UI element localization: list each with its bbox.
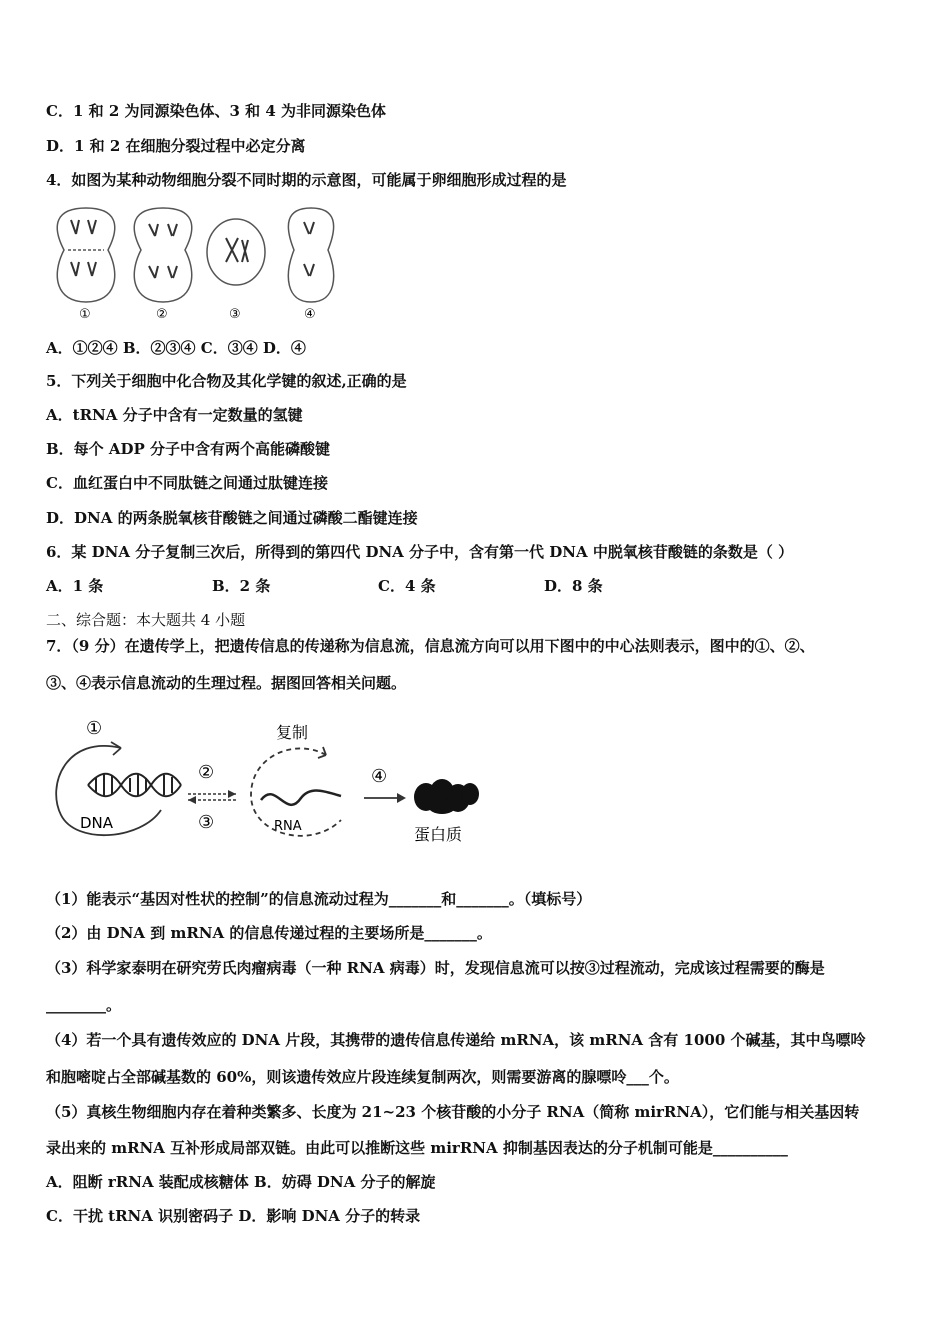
- q4-options: A．①②④ B．②③④ C．③④ D．④: [46, 339, 306, 357]
- diagram-num-2: ②: [198, 762, 215, 783]
- q5-option-b: B．每个 ADP 分子中含有两个高能磷酸键: [46, 440, 331, 458]
- q6-option-a: A．1 条: [46, 577, 104, 595]
- figure-label-1: ①: [79, 307, 91, 322]
- protein-label: 蛋白质: [414, 825, 463, 844]
- q7-part5-line2: 录出来的 mRNA 互补形成局部双链。由此可以推断这些 mirRNA 抑制基因表达的分子机制可能是__________: [46, 1139, 788, 1157]
- q7-options-cd: C．干扰 tRNA 识别密码子 D．影响 DNA 分子的转录: [46, 1207, 421, 1225]
- q6-options: [46, 576, 603, 596]
- q7-options-ab: A．阻断 rRNA 装配成核糖体 B．妨碍 DNA 分子的解旋: [46, 1173, 436, 1191]
- rna-strand-icon: [261, 790, 341, 804]
- q6-option-b: B．2 条: [212, 577, 271, 595]
- q7-part1: （1）能表示“基因对性状的控制”的信息流动过程为_______和_______。（填标号）: [46, 890, 592, 908]
- q3-option-c: C．1 和 2 为同源染色体、3 和 4 为非同源染色体: [46, 102, 387, 120]
- central-dogma-diagram: [46, 710, 496, 855]
- q3-option-d: D．1 和 2 在细胞分裂过程中必定分离: [46, 137, 306, 155]
- figure-label-4: ④: [304, 307, 316, 322]
- protein-icon: [414, 779, 479, 814]
- q7-part3-line1: （3）科学家泰明在研究劳氏肉瘤病毒（一种 RNA 病毒）时，发现信息流可以按③过程流动，完成该过程需要的酶是: [46, 959, 825, 977]
- q6-option-d: D．8 条: [544, 577, 603, 595]
- section-2-title: 二、综合题：本大题共 4 小题: [46, 611, 246, 629]
- diagram-num-4: ④: [371, 766, 388, 787]
- dna-helix-icon: [88, 774, 181, 797]
- q7-part5-line1: （5）真核生物细胞内存在着种类繁多、长度为 21~23 个核苷酸的小分子 RNA（简称 mirRNA），它们能与相关基因转: [46, 1103, 860, 1121]
- q7-part3-line2: ________。: [46, 996, 122, 1014]
- q5-option-c: C．血红蛋白中不同肽链之间通过肽键连接: [46, 474, 328, 492]
- cell-division-figure: [46, 200, 356, 325]
- q5-option-d: D．DNA 的两条脱氧核苷酸链之间通过磷酸二酯键连接: [46, 509, 418, 527]
- q7-part4-line2: 和胞嘧啶占全部碱基数的 60%，则该遗传效应片段连续复制两次，则需要游离的腺嘌呤___个。: [46, 1068, 679, 1086]
- diagram-num-3: ③: [198, 812, 215, 833]
- q7-part2: （2）由 DNA 到 mRNA 的信息传递过程的主要场所是_______。: [46, 924, 492, 942]
- q4-stem: 4．如图为某种动物细胞分裂不同时期的示意图，可能属于卵细胞形成过程的是: [46, 171, 567, 189]
- figure-label-3: ③: [229, 307, 241, 322]
- q7-stem-line1: 7．（9 分）在遗传学上，把遗传信息的传递称为信息流，信息流方向可以用下图中的中心法则表示，图中的①、②、: [46, 637, 815, 655]
- figure-label-2: ②: [156, 307, 168, 322]
- q5-stem: 5．下列关于细胞中化合物及其化学键的叙述,正确的是: [46, 372, 407, 390]
- diagram-num-1: ①: [86, 718, 103, 739]
- rna-label: RNA: [274, 819, 302, 834]
- q5-option-a: A．tRNA 分子中含有一定数量的氢键: [46, 406, 303, 424]
- q6-option-c: C．4 条: [378, 577, 436, 595]
- q7-part4-line1: （4）若一个具有遗传效应的 DNA 片段，其携带的遗传信息传递给 mRNA，该 mRNA 含有 1000 个碱基，其中鸟嘌呤: [46, 1031, 866, 1049]
- q7-stem-line2: ③、④表示信息流动的生理过程。据图回答相关问题。: [46, 674, 407, 692]
- q6-stem: 6．某 DNA 分子复制三次后，所得到的第四代 DNA 分子中，含有第一代 DNA 中脱氧核苷酸链的条数是（ ）: [46, 543, 794, 561]
- replicate-label: 复制: [276, 723, 309, 742]
- dna-label: DNA: [80, 814, 114, 832]
